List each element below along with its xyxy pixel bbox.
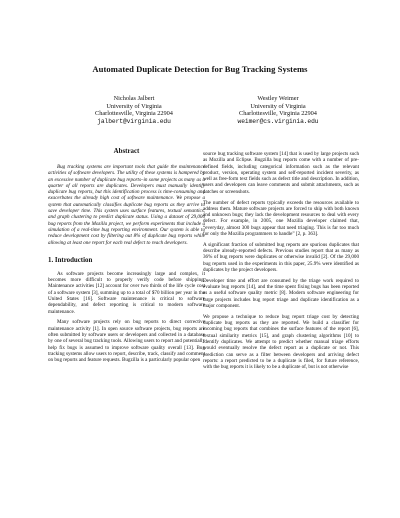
paragraph: Developer time and effort are consumed by the triage work required to evaluate bug reports [14], and the time spent fixing bugs has been reported as a useful software quality metric [8]. Modern software engineering for large projects includes bug report triage and duplicate identification as a major component. [203, 277, 359, 310]
author-affiliation: University of Virginia [106, 102, 162, 110]
introduction-section [48, 257, 205, 364]
author-location: Charlottesville, Virginia 22904 [95, 110, 173, 118]
paper-title: Automated Duplicate Detection for Bug Tracking Systems [92, 64, 308, 74]
paragraph: The number of defect reports typically exceeds the resources available to address them. Mature software projects are forced to ship with both known and unknown bugs; they lack the development resources to deal with every defect. For example, in 2005, one Mozilla developer claimed that, “everyday, almost 300 bugs appear that need triaging. This is far too much for only the Mozilla programmers to handle” [2, p. 363]. [203, 199, 359, 238]
paragraph: As software projects become increasingly large and complex, it becomes more difficult to properly verify code before shipping. Maintenance activities [12] account for over two thirds of the life cycle cost of a software system [3], summing up to a total of $70 billion per year in the United States [16]. Software maintenance is critical to software dependability, and defect reporting is critical to modern software maintenance. [48, 270, 205, 315]
abstract-section [48, 148, 205, 246]
author-name: Nicholas Jalbert [113, 95, 155, 102]
paragraph: We propose a technique to reduce bug report triage cost by detecting duplicate bug reports as they are reported. We build a classifier for incoming bug reports that combines the surface features of the report [6], textual similarity metrics [15], and graph clustering algorithms [10] to identify duplicates. We attempt to predict whether manual triage efforts would eventually resolve the defect report as a duplicate or not. This prediction can serve as a filter between developers and arriving defect reports: a report predicted to be a duplicate is filed, for future reference, with the bug reports it is likely to be a duplicate of, but is not otherwise [203, 313, 359, 371]
paragraph: Many software projects rely on bug reports to direct corrective maintenance activity [1]. In open source software projects, bug reports are often submitted by software users or developers and collected in a database by one of several bug tracking tools. Allowing users to report and potentially help fix bugs is assumed to improve software quality overall [13]. Bug tracking systems allow users to report, describe, track, classify and comment on bug reports and feature requests. Bugzilla is a particularly popular open [48, 319, 205, 364]
author-block-1 [74, 95, 194, 125]
left-column [48, 148, 205, 364]
author-affiliation: University of Virginia [250, 102, 306, 110]
author-block-2 [218, 95, 338, 125]
paragraph: source bug tracking software system [14] that is used by large projects such as Mozilla and Eclipse. Bugzilla bug reports come with a number of pre-defined fields, including categorical information such as the relevant product, version, operating system and self-reported incident severity, as well as free-form text fields such as defect title and description. In addition, users and developers can leave comments and submit attachments, such as patches or screenshots. [203, 151, 359, 195]
author-email: jalbert@virginia.edu [97, 117, 171, 125]
author-location: Charlottesville, Virginia 22904 [239, 110, 317, 118]
paragraph: A significant fraction of submitted bug reports are spurious duplicates that describe already-reported defects. Previous studies report that as many as 36% of bug reports were duplicates or otherwise invalid [2]. Of the 29,000 bug reports used in the experiments in this paper, 25.9% were identified as duplicates by the project developers. [203, 241, 359, 274]
author-email: weimer@cs.virginia.edu [237, 117, 319, 125]
right-column [203, 151, 359, 371]
author-name: Westley Weimer [257, 95, 299, 102]
abstract-text: Bug tracking systems are important tools that guide the maintenance activities of software developers. The utility of these systems is hampered by an excessive number of duplicate bug reports–in some projects as many as a quarter of all reports are duplicates. Developers must manually identify duplicate bug reports, but this identification process is time-consuming and exacerbates the already high cost of software maintenance. We propose a system that automatically classifies duplicate bug reports as they arrive to save developer time. This system uses surface features, textual semantics, and graph clustering to predict duplicate status. Using a dataset of 29,000 bug reports from the Mozilla project, we perform experiments that include a simulation of a real-time bug reporting environment. Our system is able to reduce development cost by filtering out 8% of duplicate bug reports while allowing at least one report for each real defect to reach developers. [48, 164, 205, 246]
section-heading: 1. Introduction [48, 256, 93, 264]
abstract-heading: Abstract [113, 148, 140, 155]
